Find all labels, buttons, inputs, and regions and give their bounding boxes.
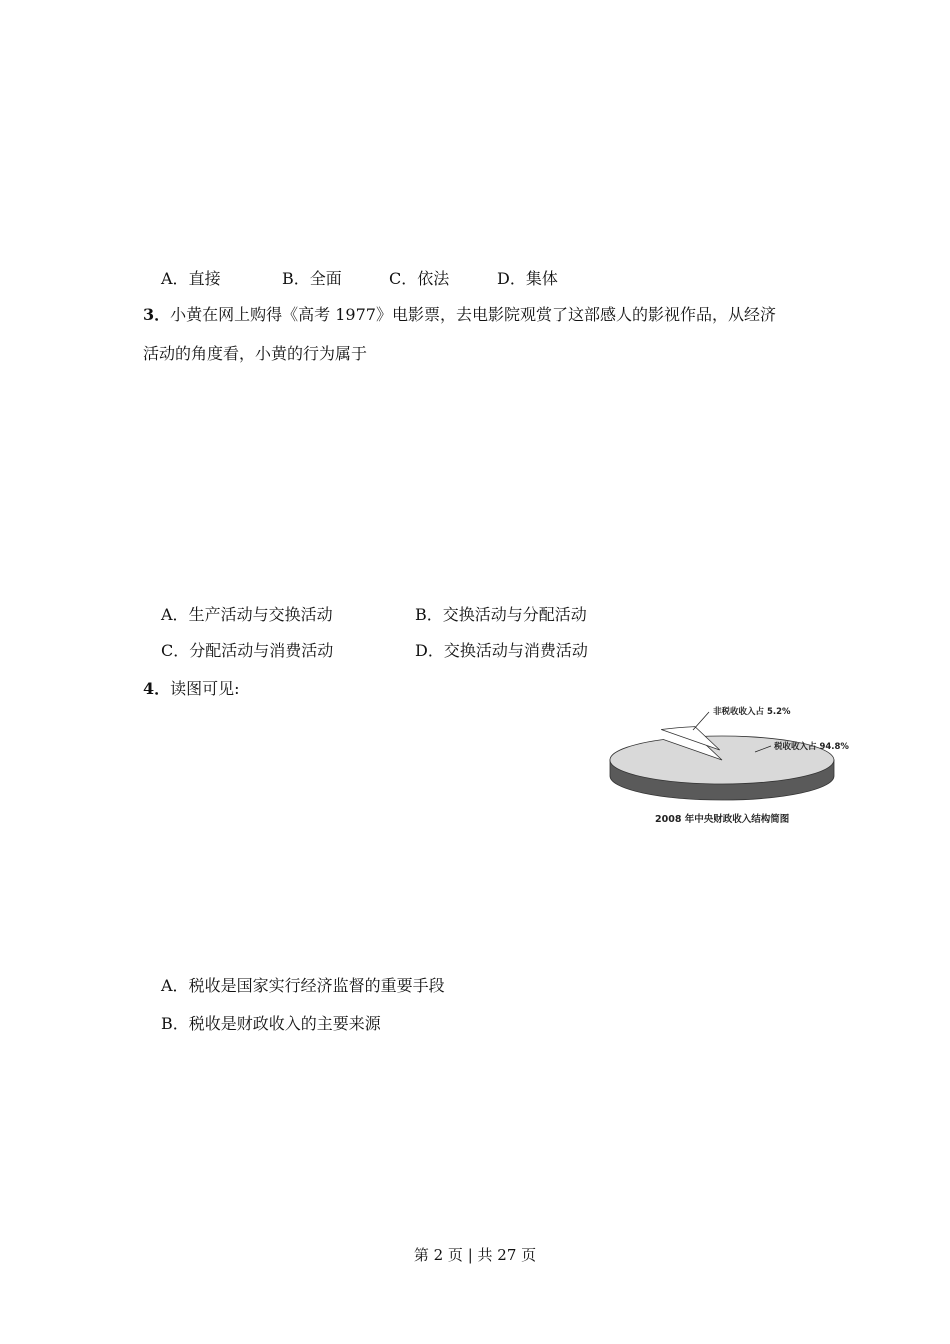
q3-number: 3． [143, 305, 171, 324]
q3-option-a: A．生产活动与交换活动 [161, 605, 333, 624]
label-nontax: 非税收收入占 5.2% [713, 707, 791, 717]
q3-option-d: D．交换活动与消费活动 [415, 641, 588, 660]
q3-stem-line1: 3．小黄在网上购得《高考 1977》电影票，去电影院观赏了这部感人的影视作品，从经济 [143, 305, 776, 324]
q4-number: 4． [143, 679, 171, 698]
q2-option-d: D．集体 [497, 269, 558, 288]
q3-option-b: B．交换活动与分配活动 [415, 605, 587, 624]
label-tax: 税收收入占 94.8% [774, 742, 849, 752]
q3-stem-line2: 活动的角度看，小黄的行为属于 [143, 344, 368, 363]
leader-line-nontax [693, 712, 709, 730]
q3-option-c: C．分配活动与消费活动 [161, 641, 334, 660]
chart-title: 2008 年中央财政收入结构简图 [655, 814, 790, 825]
pie-chart [605, 700, 860, 850]
q2-option-c: C．依法 [389, 269, 450, 288]
q4-option-a: A．税收是国家实行经济监督的重要手段 [161, 976, 445, 995]
page-footer: 第 2 页 | 共 27 页 [413, 1246, 537, 1264]
q2-option-a: A．直接 [161, 269, 221, 288]
q4-stem: 4．读图可见: [143, 679, 240, 698]
q2-option-b: B．全面 [282, 269, 342, 288]
q4-option-b: B．税收是财政收入的主要来源 [161, 1014, 381, 1033]
